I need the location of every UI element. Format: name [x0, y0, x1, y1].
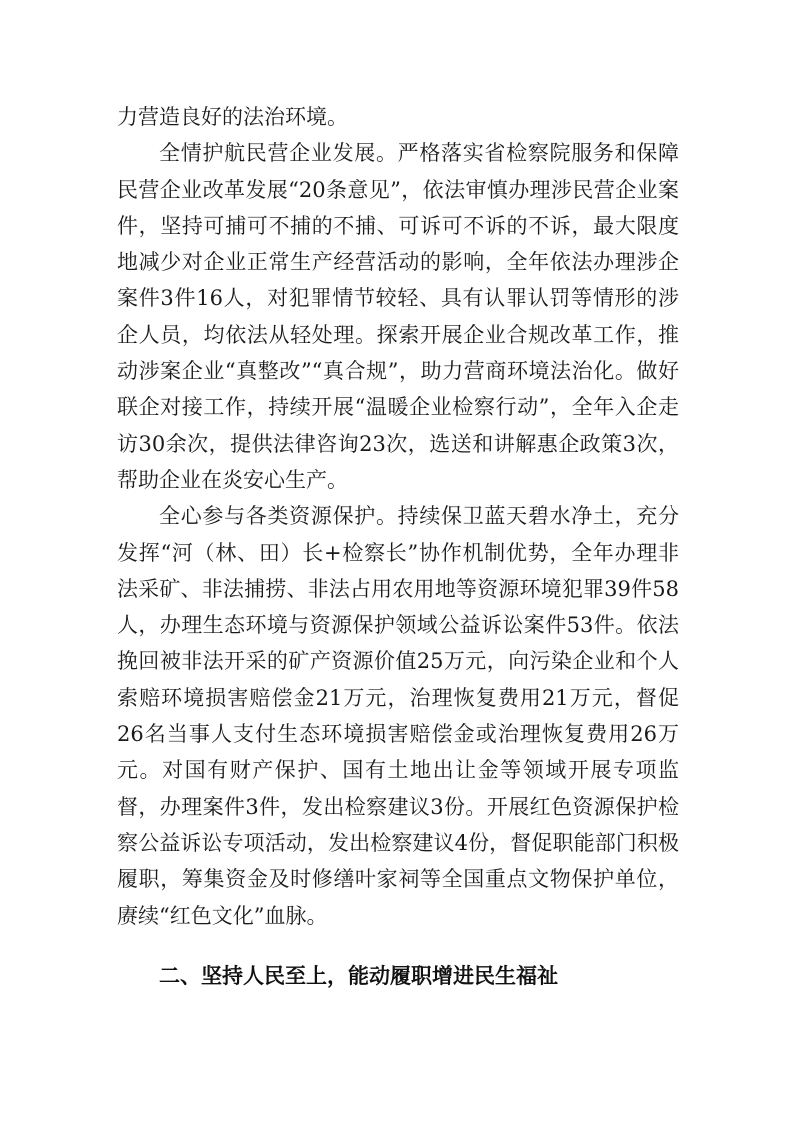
- section-heading: 二、坚持人民至上，能动履职增进民生福祉: [159, 964, 558, 988]
- document-body: [117, 99, 679, 934]
- paragraph-private-enterprise: 全情护航民营企业发展。严格落实省检察院服务和保障民营企业改革发展“20条意见”，依法审慎办理涉民营企业案件，坚持可捕可不捕的不捕、可诉可不诉的不诉，最大限度地减少对企业正常生产经营活动的影响，全年依法办理涉企案件3件16人，对犯罪情节较轻、具有认罪认罚等情形的涉企人员，均依法从轻处理。探索开展企业合规改革工作，推动涉案企业“真整改”“真合规”，助力营商环境法治化。做好联企对接工作，持续开展“温暖企业检察行动”，全年入企走访30余次，提供法律咨询23次，选送和讲解惠企政策3次，帮助企业在炎安心生产。: [117, 141, 679, 492]
- paragraph-resource-protection: 全心参与各类资源保护。持续保卫蓝天碧水净土，充分发挥“河（林、田）长+检察长”协作机制优势，全年办理非法采矿、非法捕捞、非法占用农用地等资源环境犯罪39件58人，办理生态环境与资源保护领域公益诉讼案件53件。依法挽回被非法开采的矿产资源价值25万元，向污染企业和个人索赔环境损害赔偿金21万元，治理恢复费用21万元，督促26名当事人支付生态环境损害赔偿金或治理恢复费用26万元。对国有财产保护、国有土地出让金等领域开展专项监督，办理案件3件，发出检察建议3份。开展红色资源保护检察公益诉讼专项活动，发出检察建议4份，督促职能部门积极履职，筹集资金及时修缮叶家祠等全国重点文物保护单位，赓续“红色文化”血脉。: [117, 504, 679, 928]
- paragraph-continuation: 力营造良好的法治环境。: [117, 105, 348, 129]
